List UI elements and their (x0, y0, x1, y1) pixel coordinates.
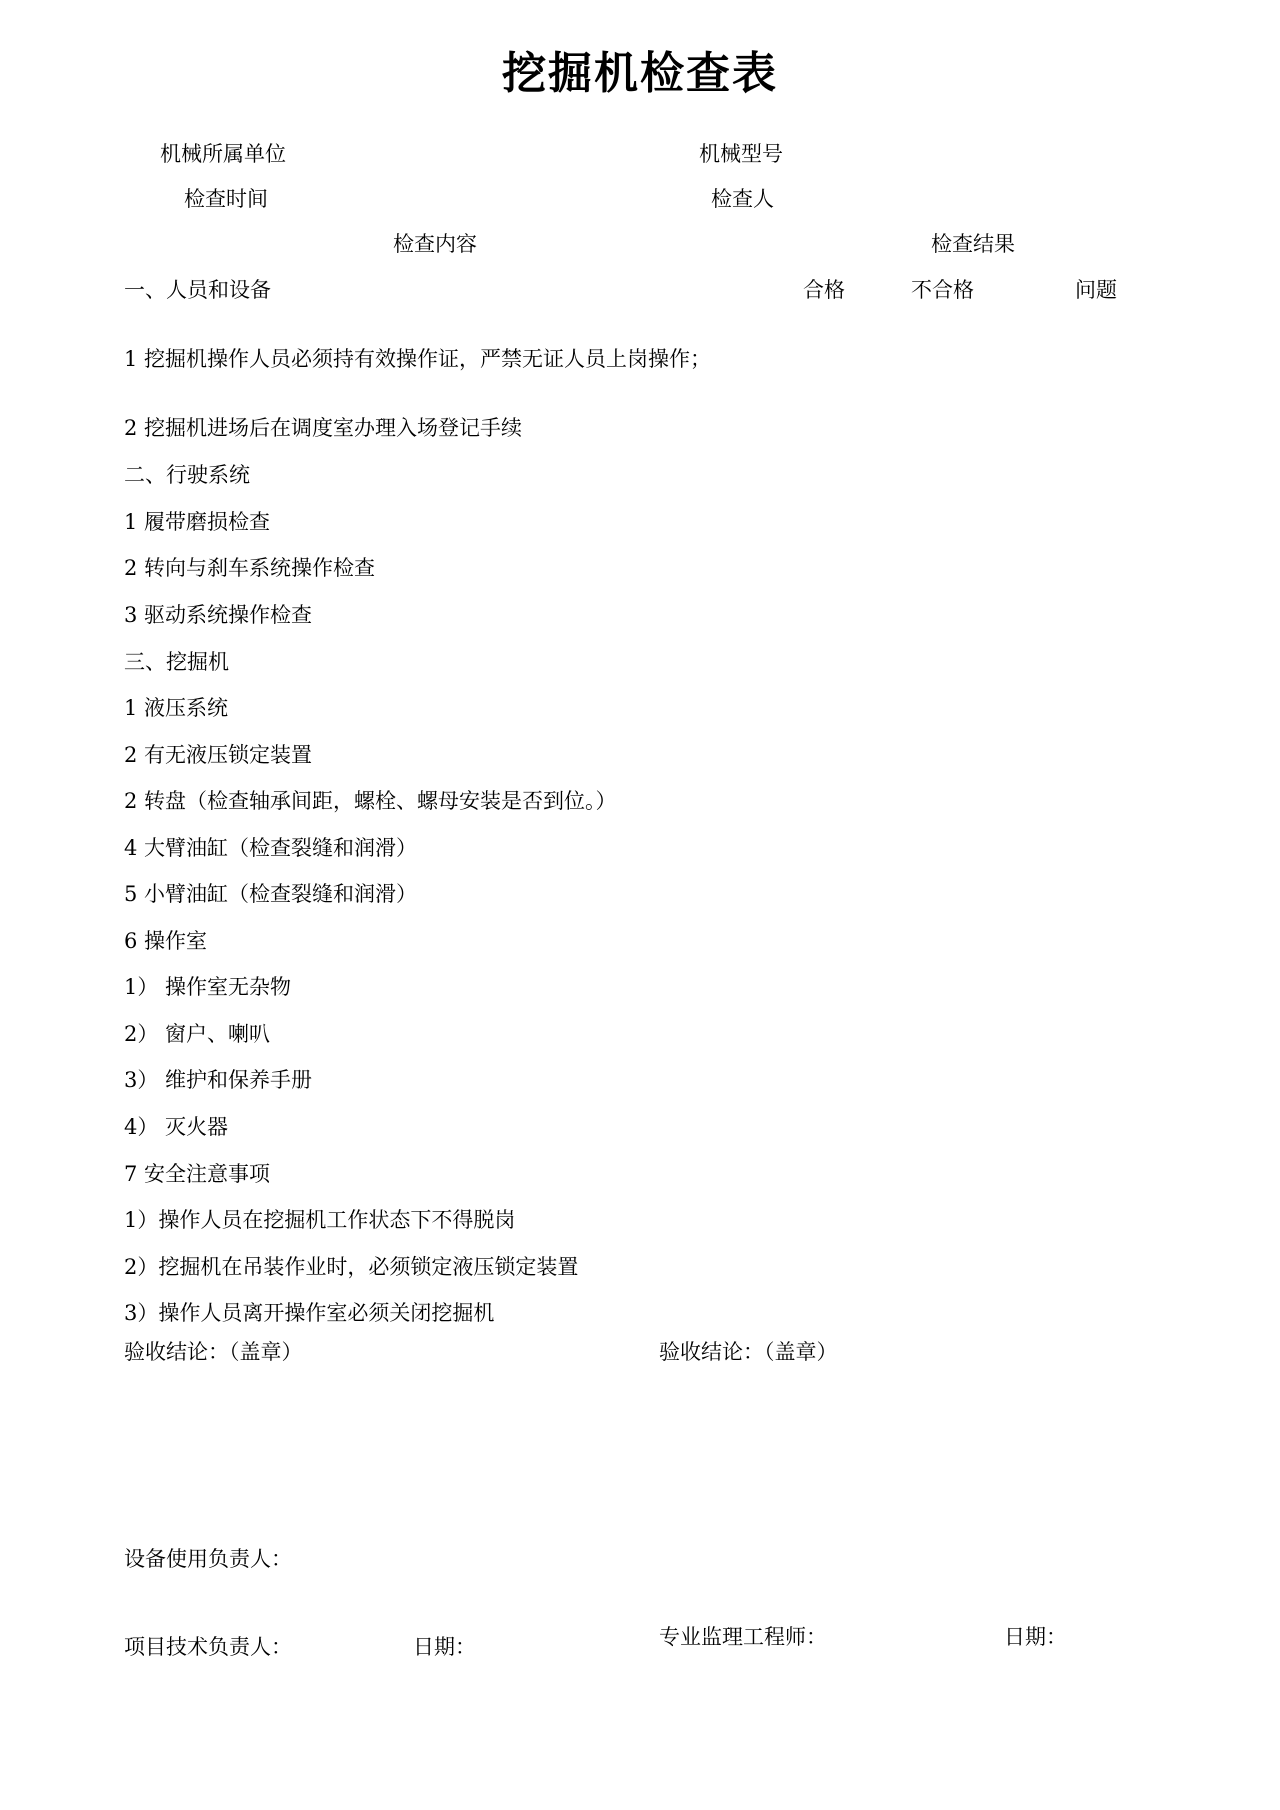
date-right-label: 日期： (1004, 1625, 1067, 1649)
page-title: 挖掘机检查表 (502, 48, 778, 99)
list-item: 2） 窗户、喇叭 (124, 1022, 271, 1046)
unit-label: 机械所属单位 (160, 142, 286, 166)
list-item: 2 转向与刹车系统操作检查 (124, 556, 376, 580)
model-label: 机械型号 (699, 142, 783, 166)
list-item: 3） 维护和保养手册 (124, 1068, 313, 1092)
supervisor-label: 专业监理工程师： (659, 1625, 827, 1649)
date-left-label: 日期： (413, 1635, 476, 1659)
list-item: 3 驱动系统操作检查 (124, 603, 313, 627)
conclusion-left: 验收结论：（盖章） (124, 1340, 303, 1364)
time-label: 检查时间 (184, 187, 268, 211)
fail-column-label: 不合格 (911, 278, 974, 302)
section2-heading: 二、行驶系统 (124, 463, 250, 487)
section3-heading: 三、挖掘机 (124, 650, 229, 674)
list-item: 1 液压系统 (124, 696, 229, 720)
list-item: 1 履带磨损检查 (124, 510, 271, 534)
content-label: 检查内容 (393, 232, 477, 256)
list-item: 2 有无液压锁定装置 (124, 743, 313, 767)
list-item: 1）操作人员在挖掘机工作状态下不得脱岗 (124, 1208, 516, 1232)
list-item: 5 小臂油缸（检查裂缝和润滑） (124, 882, 418, 906)
list-item: 2 挖掘机进场后在调度室办理入场登记手续 (124, 416, 523, 440)
list-item: 7 安全注意事项 (124, 1162, 271, 1186)
list-item: 1 挖掘机操作人员必须持有效操作证，严禁无证人员上岗操作； (124, 347, 712, 371)
list-item: 1） 操作室无杂物 (124, 975, 292, 999)
conclusion-right: 验收结论：（盖章） (659, 1340, 838, 1364)
tech-manager-label: 项目技术负责人： (124, 1635, 292, 1659)
list-item: 4 大臂油缸（检查裂缝和润滑） (124, 836, 418, 860)
issue-column-label: 问题 (1075, 278, 1117, 302)
section1-heading: 一、人员和设备 (124, 278, 271, 302)
result-label: 检查结果 (931, 232, 1015, 256)
list-item: 2 转盘（检查轴承间距，螺栓、螺母安装是否到位。） (124, 789, 617, 813)
pass-column-label: 合格 (803, 278, 845, 302)
list-item: 3）操作人员离开操作室必须关闭挖掘机 (124, 1301, 495, 1325)
equipment-manager-label: 设备使用负责人： (124, 1547, 292, 1571)
list-item: 2）挖掘机在吊装作业时，必须锁定液压锁定装置 (124, 1255, 579, 1279)
inspector-label: 检查人 (711, 187, 774, 211)
list-item: 4） 灭火器 (124, 1115, 229, 1139)
list-item: 6 操作室 (124, 929, 208, 953)
